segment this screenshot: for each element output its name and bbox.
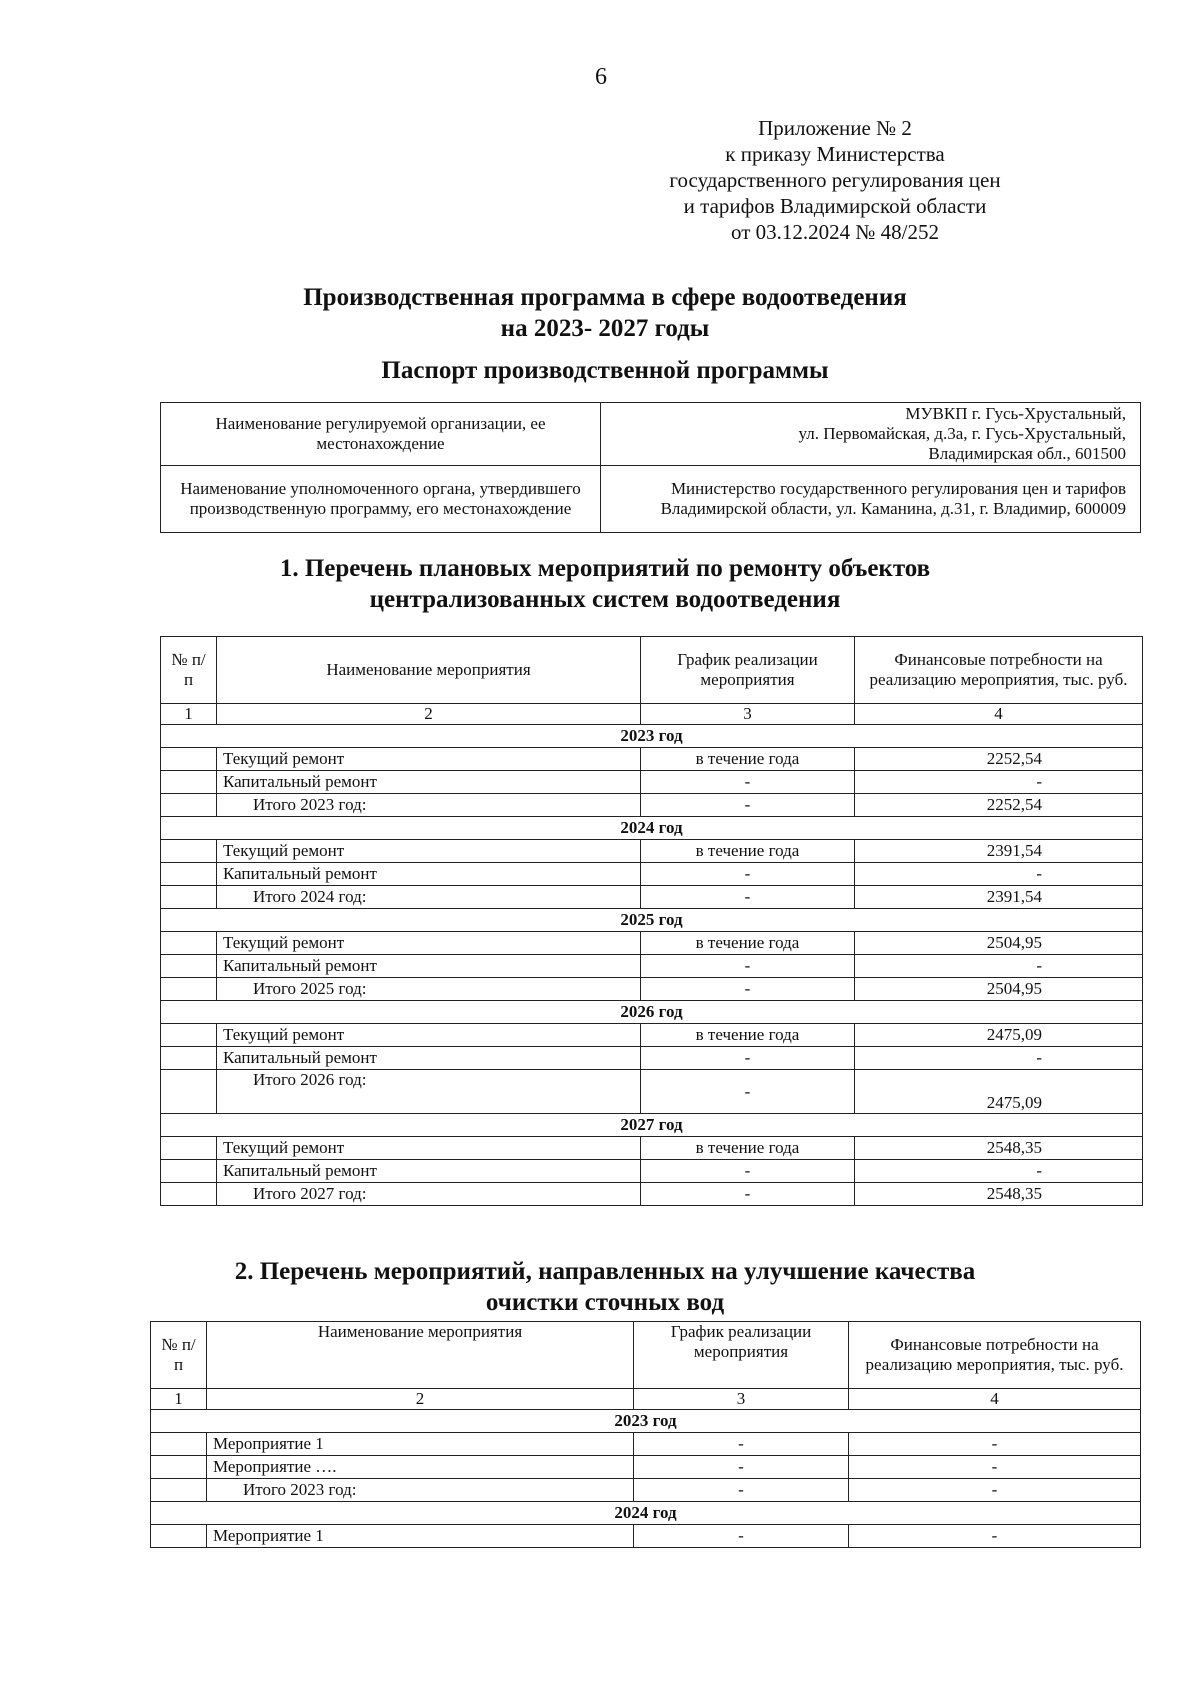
schedule-cell: в течение года: [641, 1024, 855, 1047]
column-number: 4: [849, 1389, 1141, 1410]
total-row: [161, 1070, 1143, 1114]
appendix-line: Приложение № 2: [758, 116, 912, 140]
year-row: [151, 1502, 1141, 1525]
activity-name: Мероприятие 1: [207, 1433, 634, 1456]
schedule-cell: в течение года: [641, 748, 855, 771]
section1-title-line: 1. Перечень плановых мероприятий по ремонту объектов: [279, 555, 931, 582]
table-header-row: [151, 1322, 1141, 1389]
amount-cell: -: [849, 1525, 1141, 1548]
activity-name: Капитальный ремонт: [217, 863, 641, 886]
total-row: [161, 886, 1143, 909]
column-number: 2: [207, 1389, 634, 1410]
total-label: Итого 2025 год:: [217, 978, 641, 1001]
passport-value-line: ул. Первомайская, д.3а, г. Гусь-Хрустальный,: [798, 424, 1126, 443]
table-header-row: [161, 637, 1143, 704]
total-label: Итого 2023 год:: [207, 1479, 634, 1502]
total-label: Итого 2023 год:: [217, 794, 641, 817]
amount-cell: -: [849, 1479, 1141, 1502]
schedule-cell: -: [641, 955, 855, 978]
table-row: [161, 863, 1143, 886]
passport-table: [160, 402, 1141, 533]
passport-value-line: Владимирская обл., 601500: [928, 444, 1126, 463]
schedule-cell: -: [634, 1479, 849, 1502]
activity-name: Текущий ремонт: [217, 1024, 641, 1047]
amount-cell: -: [849, 1433, 1141, 1456]
amount-cell: 2391,54: [855, 840, 1143, 863]
passport-value-line: МУВКП г. Гусь-Хрустальный,: [905, 404, 1126, 423]
amount-cell: 2391,54: [855, 886, 1143, 909]
schedule-cell: -: [641, 1183, 855, 1206]
repair-plan-table: [160, 636, 1143, 1206]
total-row: [161, 978, 1143, 1001]
year-label: 2023 год: [161, 725, 1143, 748]
schedule-cell: -: [634, 1456, 849, 1479]
activity-name: Текущий ремонт: [217, 932, 641, 955]
treatment-quality-table: [150, 1321, 1141, 1548]
column-number-row: [161, 704, 1143, 725]
appendix-line: государственного регулирования цен: [669, 168, 1001, 192]
section2-title: [0, 1256, 1200, 1318]
amount-cell: 2504,95: [855, 932, 1143, 955]
schedule-cell: в течение года: [641, 932, 855, 955]
column-number: 1: [151, 1389, 207, 1410]
header-cell: График реализации мероприятия: [634, 1322, 849, 1389]
year-label: 2023 год: [151, 1410, 1141, 1433]
document-title-line: на 2023- 2027 годы: [500, 315, 710, 342]
schedule-cell: -: [641, 863, 855, 886]
document-title-line: Производственная программа в сфере водоотведения: [303, 284, 907, 311]
appendix-line: и тарифов Владимирской области: [683, 194, 987, 218]
column-number-row: [151, 1389, 1141, 1410]
amount-cell: 2548,35: [855, 1183, 1143, 1206]
year-label: 2025 год: [161, 909, 1143, 932]
activity-name: Текущий ремонт: [217, 1137, 641, 1160]
amount-cell: 2548,35: [855, 1137, 1143, 1160]
header-cell: Финансовые потребности на реализацию мероприятия, тыс. руб.: [849, 1322, 1141, 1389]
activity-name: Капитальный ремонт: [217, 955, 641, 978]
amount-cell: 2504,95: [855, 978, 1143, 1001]
header-cell: Наименование мероприятия: [217, 637, 641, 704]
total-row: [151, 1479, 1141, 1502]
schedule-cell: -: [641, 886, 855, 909]
document-title: [0, 282, 1200, 344]
year-row: [151, 1410, 1141, 1433]
year-label: 2026 год: [161, 1001, 1143, 1024]
year-label: 2024 год: [151, 1502, 1141, 1525]
table-row: [161, 932, 1143, 955]
column-number: 2: [217, 704, 641, 725]
section1-title-line: централизованных систем водоотведения: [369, 586, 841, 613]
year-label: 2027 год: [161, 1114, 1143, 1137]
total-label: Итого 2027 год:: [217, 1183, 641, 1206]
column-number: 3: [641, 704, 855, 725]
passport-label: Наименование уполномоченного органа, утвердившего производственную программу, его местонахождение: [161, 466, 601, 533]
amount-cell: -: [855, 1160, 1143, 1183]
year-row: [161, 725, 1143, 748]
table-row: [161, 955, 1143, 978]
passport-row: [161, 403, 1141, 466]
table-row: [161, 1047, 1143, 1070]
year-row: [161, 1114, 1143, 1137]
amount-cell: -: [849, 1456, 1141, 1479]
page-number: 6: [595, 64, 607, 90]
header-cell: Наименование мероприятия: [207, 1322, 634, 1389]
header-cell: Финансовые потребности на реализацию мероприятия, тыс. руб.: [855, 637, 1143, 704]
schedule-cell: -: [641, 1160, 855, 1183]
appendix-line: к приказу Министерства: [725, 142, 945, 166]
section2-title-line: очистки сточных вод: [485, 1289, 725, 1316]
table-row: [161, 840, 1143, 863]
activity-name: Капитальный ремонт: [217, 1160, 641, 1183]
year-row: [161, 909, 1143, 932]
passport-row: [161, 466, 1141, 533]
table-row: [151, 1525, 1141, 1548]
section1-title: [0, 553, 1200, 615]
passport-heading: Паспорт производственной программы: [381, 357, 829, 384]
year-row: [161, 817, 1143, 840]
section2-title-line: 2. Перечень мероприятий, направленных на улучшение качества: [234, 1258, 976, 1285]
table-row: [151, 1456, 1141, 1479]
activity-name: Капитальный ремонт: [217, 1047, 641, 1070]
header-cell: № п/п: [161, 637, 217, 704]
passport-value: [601, 403, 1141, 466]
table-row: [161, 1137, 1143, 1160]
activity-name: Капитальный ремонт: [217, 771, 641, 794]
column-number: 3: [634, 1389, 849, 1410]
column-number: 4: [855, 704, 1143, 725]
total-row: [161, 794, 1143, 817]
schedule-cell: в течение года: [641, 1137, 855, 1160]
passport-label: Наименование регулируемой организации, ее местонахождение: [161, 403, 601, 466]
passport-value: Министерство государственного регулирования цен и тарифов Владимирской области, ул. Каманина, д.31, г. Владимир, 600009: [601, 466, 1141, 533]
amount-cell: -: [855, 1047, 1143, 1070]
amount-cell: -: [855, 863, 1143, 886]
schedule-cell: -: [641, 794, 855, 817]
table-row: [161, 1024, 1143, 1047]
appendix-note: [605, 115, 1065, 245]
appendix-line: от 03.12.2024 № 48/252: [730, 220, 940, 244]
schedule-cell: в течение года: [641, 840, 855, 863]
column-number: 1: [161, 704, 217, 725]
table-row: [151, 1433, 1141, 1456]
amount-cell: 2252,54: [855, 748, 1143, 771]
amount-cell: 2475,09: [855, 1024, 1143, 1047]
activity-name: Текущий ремонт: [217, 840, 641, 863]
activity-name: Мероприятие 1: [207, 1525, 634, 1548]
header-cell: График реализации мероприятия: [641, 637, 855, 704]
schedule-cell: -: [634, 1433, 849, 1456]
amount-cell: 2252,54: [855, 794, 1143, 817]
year-label: 2024 год: [161, 817, 1143, 840]
table-row: [161, 1160, 1143, 1183]
activity-name: Текущий ремонт: [217, 748, 641, 771]
amount-cell: -: [855, 955, 1143, 978]
header-cell: № п/п: [151, 1322, 207, 1389]
amount-cell: -: [855, 771, 1143, 794]
activity-name: Мероприятие ….: [207, 1456, 634, 1479]
schedule-cell: -: [634, 1525, 849, 1548]
total-row: [161, 1183, 1143, 1206]
schedule-cell: -: [641, 978, 855, 1001]
schedule-cell: -: [641, 1047, 855, 1070]
table-row: [161, 748, 1143, 771]
schedule-cell: -: [641, 1070, 855, 1114]
total-label: Итого 2026 год:: [217, 1070, 641, 1114]
total-label: Итого 2024 год:: [217, 886, 641, 909]
amount-cell: 2475,09: [855, 1070, 1143, 1114]
schedule-cell: -: [641, 771, 855, 794]
table-row: [161, 771, 1143, 794]
year-row: [161, 1001, 1143, 1024]
